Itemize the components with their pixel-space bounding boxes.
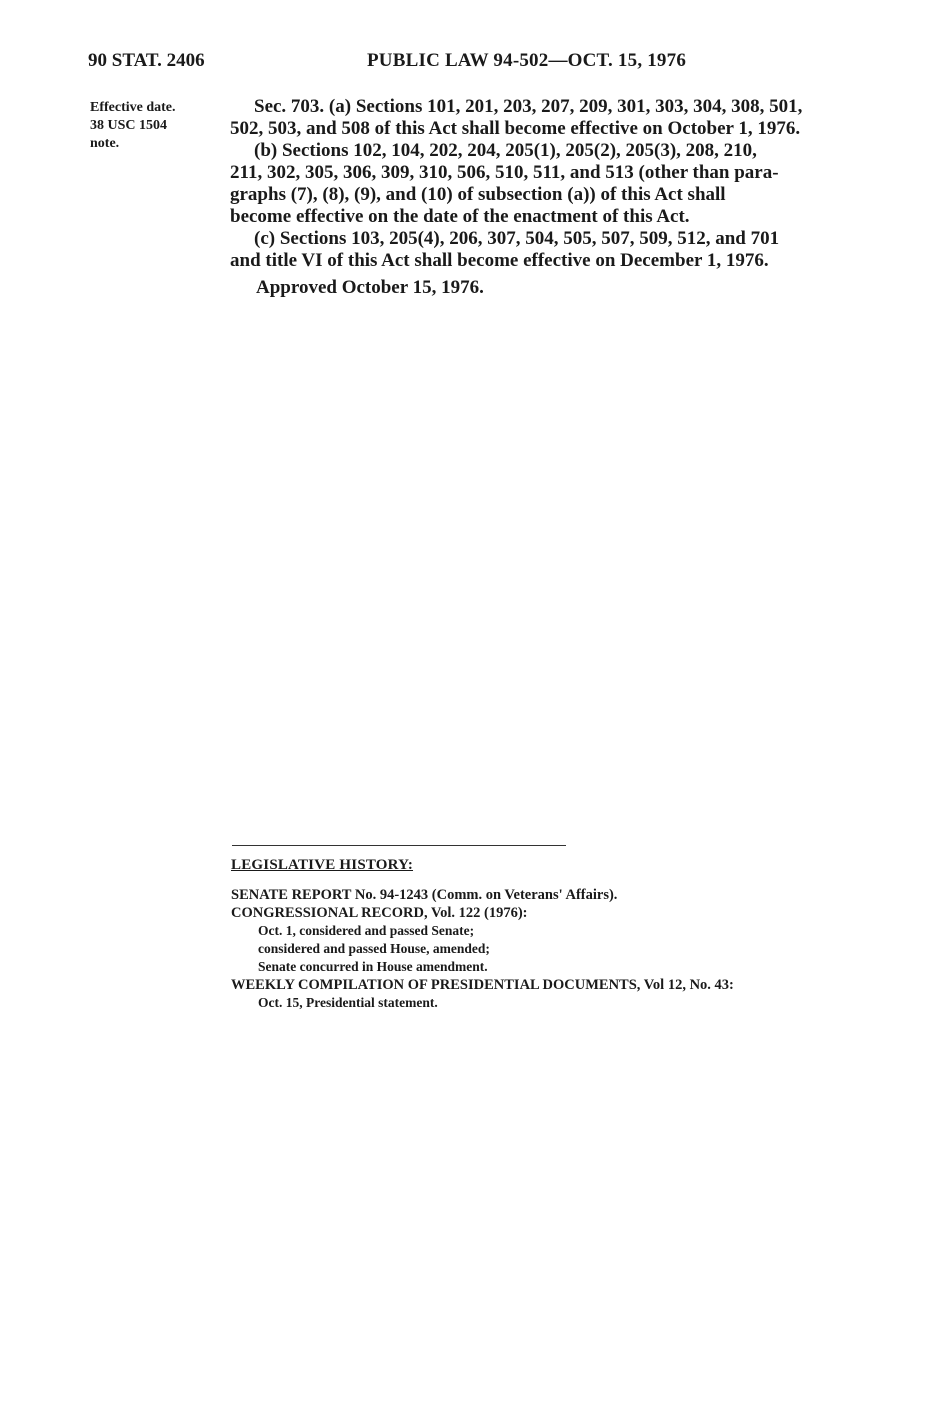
sec-b-line: (b) Sections 102, 104, 202, 204, 205(1), 205(2), 205(3), 208, 210, — [254, 140, 757, 161]
sec-b-line: 211, 302, 305, 306, 309, 310, 506, 510, 511, and 513 (other than para- — [230, 162, 779, 183]
sec-a-line: Sec. 703. (a) Sections 101, 201, 203, 207, 209, 301, 303, 304, 308, 501, — [254, 96, 803, 117]
running-head — [0, 50, 939, 80]
sec-b-line: graphs (7), (8), (9), and (10) of subsection (a)) of this Act shall — [230, 184, 726, 205]
margin-note-line: Effective date. — [90, 100, 176, 115]
margin-note-line: 38 USC 1504 — [90, 118, 168, 133]
margin-note — [90, 99, 220, 153]
senate-report: SENATE REPORT No. 94-1243 (Comm. on Veterans' Affairs). — [231, 887, 618, 903]
page-reference: 90 STAT. 2406 — [88, 50, 205, 71]
record-entry: considered and passed House, amended; — [258, 941, 490, 956]
compilation-entry: Oct. 15, Presidential statement. — [258, 995, 438, 1010]
margin-note-line: note. — [90, 136, 120, 151]
sec-c-line: and title VI of this Act shall become effective on December 1, 1976. — [230, 250, 769, 271]
weekly-compilation: WEEKLY COMPILATION OF PRESIDENTIAL DOCUMENTS, Vol 12, No. 43: — [231, 977, 734, 993]
law-title: PUBLIC LAW 94-502—OCT. 15, 1976 — [367, 50, 687, 71]
congressional-record: CONGRESSIONAL RECORD, Vol. 122 (1976): — [231, 905, 528, 921]
sec-c-line: (c) Sections 103, 205(4), 206, 307, 504, 505, 507, 509, 512, and 701 — [254, 228, 780, 249]
divider-rule — [232, 845, 566, 846]
sec-b-line: become effective on the date of the enactment of this Act. — [230, 206, 690, 227]
approval-date: Approved October 15, 1976. — [256, 277, 484, 298]
sec-a-line: 502, 503, and 508 of this Act shall become effective on October 1, 1976. — [230, 118, 801, 139]
record-entry: Senate concurred in House amendment. — [258, 959, 488, 974]
section-703 — [230, 96, 856, 272]
record-entry: Oct. 1, considered and passed Senate; — [258, 923, 475, 938]
legislative-history-heading: LEGISLATIVE HISTORY: — [231, 857, 414, 873]
legislative-history — [231, 856, 871, 1012]
